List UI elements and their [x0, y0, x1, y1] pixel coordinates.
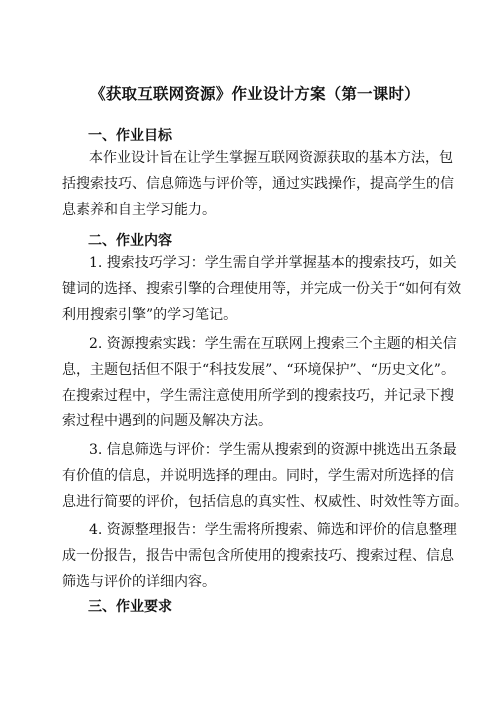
- paragraph-line: 1. 搜索技巧学习：学生需自学并掌握基本的搜索技巧，如关: [89, 255, 457, 271]
- paragraph-line: 2. 资源搜索实践：学生需在互联网上搜索三个主题的相关信: [89, 336, 457, 352]
- paragraph-line: 括搜索技巧、信息筛选与评价等，通过实践操作，提高学生的信: [62, 175, 454, 192]
- paragraph-line: 本作业设计旨在让学生掌握互联网资源获取的基本方法，包: [89, 150, 453, 166]
- paragraph-line: 4. 资源整理报告：学生需将所搜索、筛选和评价的信息整理: [89, 522, 457, 538]
- paragraph-line: 息，主题包括但不限于“科技发展”、“环境保护”、“历史文化”。: [62, 361, 455, 378]
- paragraph-line: 有价值的信息，并说明选择的理由。同时，学生需对所选择的信: [62, 467, 454, 484]
- paragraph-line: 3. 信息筛选与评价：学生需从搜索到的资源中挑选出五条最: [89, 442, 457, 458]
- paragraph-item-2: [62, 332, 464, 435]
- paragraph-line: 息素养和自主学习能力。: [62, 201, 216, 218]
- paragraph-line: 键词的选择、搜索引擎的合理使用等，并完成一份关于“如何有效: [62, 280, 462, 297]
- document-title: 《获取互联网资源》作业设计方案（第一课时）: [90, 84, 420, 103]
- paragraph-line: 息进行简要的评价，包括信息的真实性、权威性、时效性等方面。: [62, 493, 468, 510]
- paragraph-item-3: [62, 438, 468, 515]
- section-heading-goals: 一、作业目标: [88, 128, 172, 144]
- section-heading-requirements: 三、作业要求: [88, 599, 172, 615]
- paragraph-line: 在搜索过程中，学生需注意使用所学到的搜索技巧，并记录下搜: [62, 387, 454, 404]
- paragraph-line: 利用搜索引擎”的学习笔记。: [62, 306, 238, 323]
- paragraph-item-4: [62, 518, 464, 595]
- paragraph-item-1: [62, 251, 464, 328]
- section-heading-content: 二、作业内容: [88, 233, 172, 249]
- paragraph-line: 成一份报告，报告中需包含所使用的搜索技巧、搜索过程、信息: [62, 547, 454, 564]
- paragraph-line: 索过程中遇到的问题及解决方法。: [62, 413, 272, 430]
- paragraph-line: 筛选与评价的详细内容。: [62, 573, 216, 590]
- paragraph-goals: [62, 146, 464, 223]
